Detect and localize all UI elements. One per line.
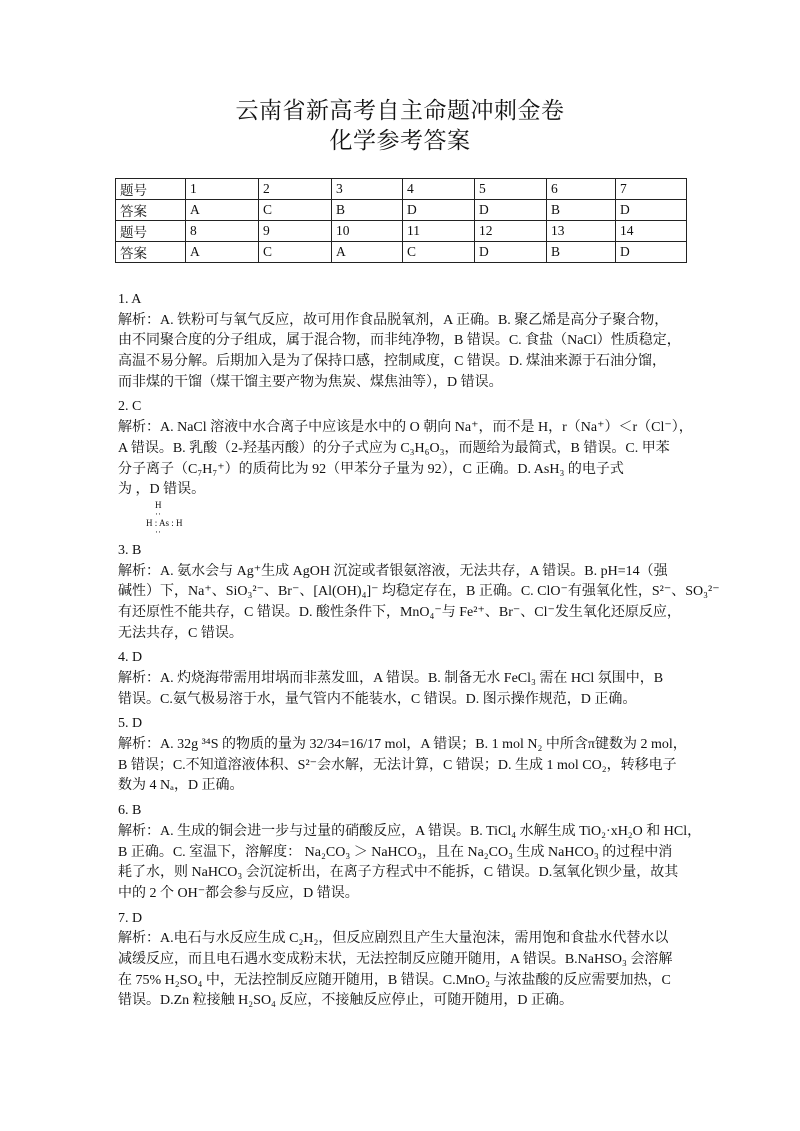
table-cell: 9: [259, 221, 332, 242]
question-answer-heading: 6. B: [118, 803, 142, 819]
explanation-line: 解析：A. 32g ³⁴S 的物质的量为 32/34=16/17 mol，A 错误；B. 1 mol N₂ 中所含π键数为 2 mol，: [118, 737, 687, 753]
explanation-line: 耗了水，则 NaHCO₃ 会沉淀析出，在离子方程式中不能拆，C 错误。D.氢氧化钡少量，故其: [118, 865, 679, 881]
explanation-line: 减缓反应，而且电石遇水变成粉末状，无法控制反应随开随用，A 错误。B.NaHSO₃ 会溶解: [118, 951, 673, 967]
table-cell: 4: [403, 179, 475, 200]
answer-explanations: [118, 290, 718, 1016]
question-answer-heading: 7. D: [118, 910, 143, 926]
table-cell: D: [475, 200, 547, 221]
explanation-line: 由不同聚合度的分子组成，属于混合物，而非纯净物，B 错误。C. 食盐（NaCl）性质稳定，: [118, 333, 681, 349]
question-answer-heading: 4. D: [118, 650, 143, 666]
table-cell: 答案: [116, 242, 186, 263]
answer-table: [115, 178, 687, 263]
table-cell: A: [332, 242, 403, 263]
explanation-line: B 正确。C. 室温下，溶解度： Na₂CO₃ ＞ NaHCO₃，且在 Na₂CO₃ 生成 NaHCO₃ 的过程中消: [118, 844, 673, 860]
table-cell: D: [475, 242, 547, 263]
document-title: 云南省新高考自主命题冲刺金卷: [235, 98, 565, 124]
explanation-line: 数为 4 Nₐ，D 正确。: [118, 778, 244, 794]
explanation-line: 解析：A. 氨水会与 Ag⁺生成 AgOH 沉淀或者银氨溶液，无法共存，A 错误。B. pH=14（强: [118, 563, 668, 579]
table-cell: 题号: [116, 179, 186, 200]
table-cell: 14: [616, 221, 687, 242]
table-cell: 5: [475, 179, 547, 200]
question-answer-heading: 1. A: [118, 292, 142, 307]
table-cell: B: [547, 200, 616, 221]
explanation-line: 碱性）下，Na⁺、SiO₃²⁻、Br⁻、[Al(OH)₄]⁻ 均稳定存在，B 正确。C. ClO⁻有强氧化性，S²⁻、SO₃²⁻: [118, 584, 720, 600]
table-cell: 13: [547, 221, 616, 242]
table-cell: 6: [547, 179, 616, 200]
table-cell: 题号: [116, 221, 186, 242]
explanation-line: 错误。C.氨气极易溶于水，量气管内不能装水，C 错误。D. 图示操作规范，D 正确。: [118, 691, 637, 707]
table-row: [116, 242, 687, 263]
answer-explanation: [118, 801, 718, 904]
table-cell: B: [547, 242, 616, 263]
explanation-line: 而非煤的干馏（煤干馏主要产物为焦炭、煤焦油等），D 错误。: [118, 374, 503, 390]
table-cell: C: [259, 242, 332, 263]
explanation-line: 解析：A. NaCl 溶液中水合离子中应该是水中的 O 朝向 Na⁺，而不是 H，r（Na⁺）＜r（Cl⁻），: [118, 420, 693, 436]
explanation-line: 有还原性不能共存，C 错误。D. 酸性条件下，MnO₄⁻与 Fe²⁺、Br⁻、Cl⁻发生氧化还原反应，: [118, 604, 681, 620]
explanation-line: 为 ，D 错误。: [118, 482, 206, 498]
table-cell: A: [186, 242, 259, 263]
table-cell: 7: [616, 179, 687, 200]
table-cell: B: [332, 200, 403, 221]
answer-explanation: [118, 397, 718, 536]
table-cell: D: [403, 200, 475, 221]
answer-explanation: [118, 909, 718, 1012]
table-cell: C: [259, 200, 332, 221]
table-cell: 3: [332, 179, 403, 200]
explanation-line: 解析：A.电石与水反应生成 C₂H₂，但反应剧烈且产生大量泡沫，需用饱和食盐水代替水以: [118, 931, 669, 947]
table-cell: A: [186, 200, 259, 221]
explanation-line: 解析：A. 生成的铜会进一步与过量的硝酸反应，A 错误。B. TiCl₄ 水解生成 TiO₂·xH₂O 和 HCl，: [118, 823, 702, 839]
table-cell: 1: [186, 179, 259, 200]
explanation-line: 中的 2 个 OH⁻都会参与反应，D 错误。: [118, 885, 359, 901]
explanation-line: 分子离子（C₇H₇⁺）的质荷比为 92（甲苯分子量为 92），C 正确。D. AsH₃ 的电子式: [118, 461, 624, 477]
table-cell: 12: [475, 221, 547, 242]
question-answer-heading: 3. B: [118, 542, 142, 558]
table-cell: 答案: [116, 200, 186, 221]
explanation-line: B 错误；C.不知道溶液体积、S²⁻会水解，无法计算，C 错误；D. 生成 1 mol CO₂，转移电子: [118, 757, 677, 773]
document-subtitle: 化学参考答案: [329, 128, 471, 154]
explanation-line: 解析：A. 铁粉可与氧气反应，故可用作食品脱氧剂，A 正确。B. 聚乙烯是高分子聚合物，: [118, 312, 669, 328]
answer-explanation: [118, 541, 718, 644]
explanation-line: 无法共存，C 错误。: [118, 625, 243, 641]
table-cell: D: [616, 242, 687, 263]
table-cell: C: [403, 242, 475, 263]
answer-explanation: [118, 290, 718, 393]
table-row: [116, 200, 687, 221]
explanation-line: A 错误。B. 乳酸（2-羟基丙酸）的分子式应为 C₃H₆O₃，而题给为最简式，B 错误。C. 甲苯: [118, 440, 670, 456]
question-answer-heading: 5. D: [118, 716, 143, 732]
explanation-line: 解析：A. 灼烧海带需用坩埚而非蒸发皿，A 错误。B. 制备无水 FeCl₃ 需在 HCl 氛围中，B: [118, 671, 664, 686]
explanation-line: 高温不易分解。后期加入是为了保持口感，控制咸度，C 错误。D. 煤油来源于石油分馏，: [118, 354, 666, 370]
lewis-structure-ash3: H ·· H : As : H ··: [146, 499, 183, 537]
question-answer-heading: 2. C: [118, 399, 142, 415]
answer-explanation: [118, 714, 718, 797]
table-cell: 8: [186, 221, 259, 242]
answer-explanation: [118, 648, 718, 710]
table-cell: 11: [403, 221, 475, 242]
table-row: [116, 221, 687, 242]
table-cell: 2: [259, 179, 332, 200]
explanation-line: 在 75% H₂SO₄ 中，无法控制反应随开随用，B 错误。C.MnO₂ 与浓盐酸的反应需要加热，C: [118, 972, 671, 988]
table-row: [116, 179, 687, 200]
table-cell: D: [616, 200, 687, 221]
explanation-line: 错误。D.Zn 粒接触 H₂SO₄ 反应，不接触反应停止，可随开随用，D 正确。: [118, 993, 574, 1009]
table-cell: 10: [332, 221, 403, 242]
